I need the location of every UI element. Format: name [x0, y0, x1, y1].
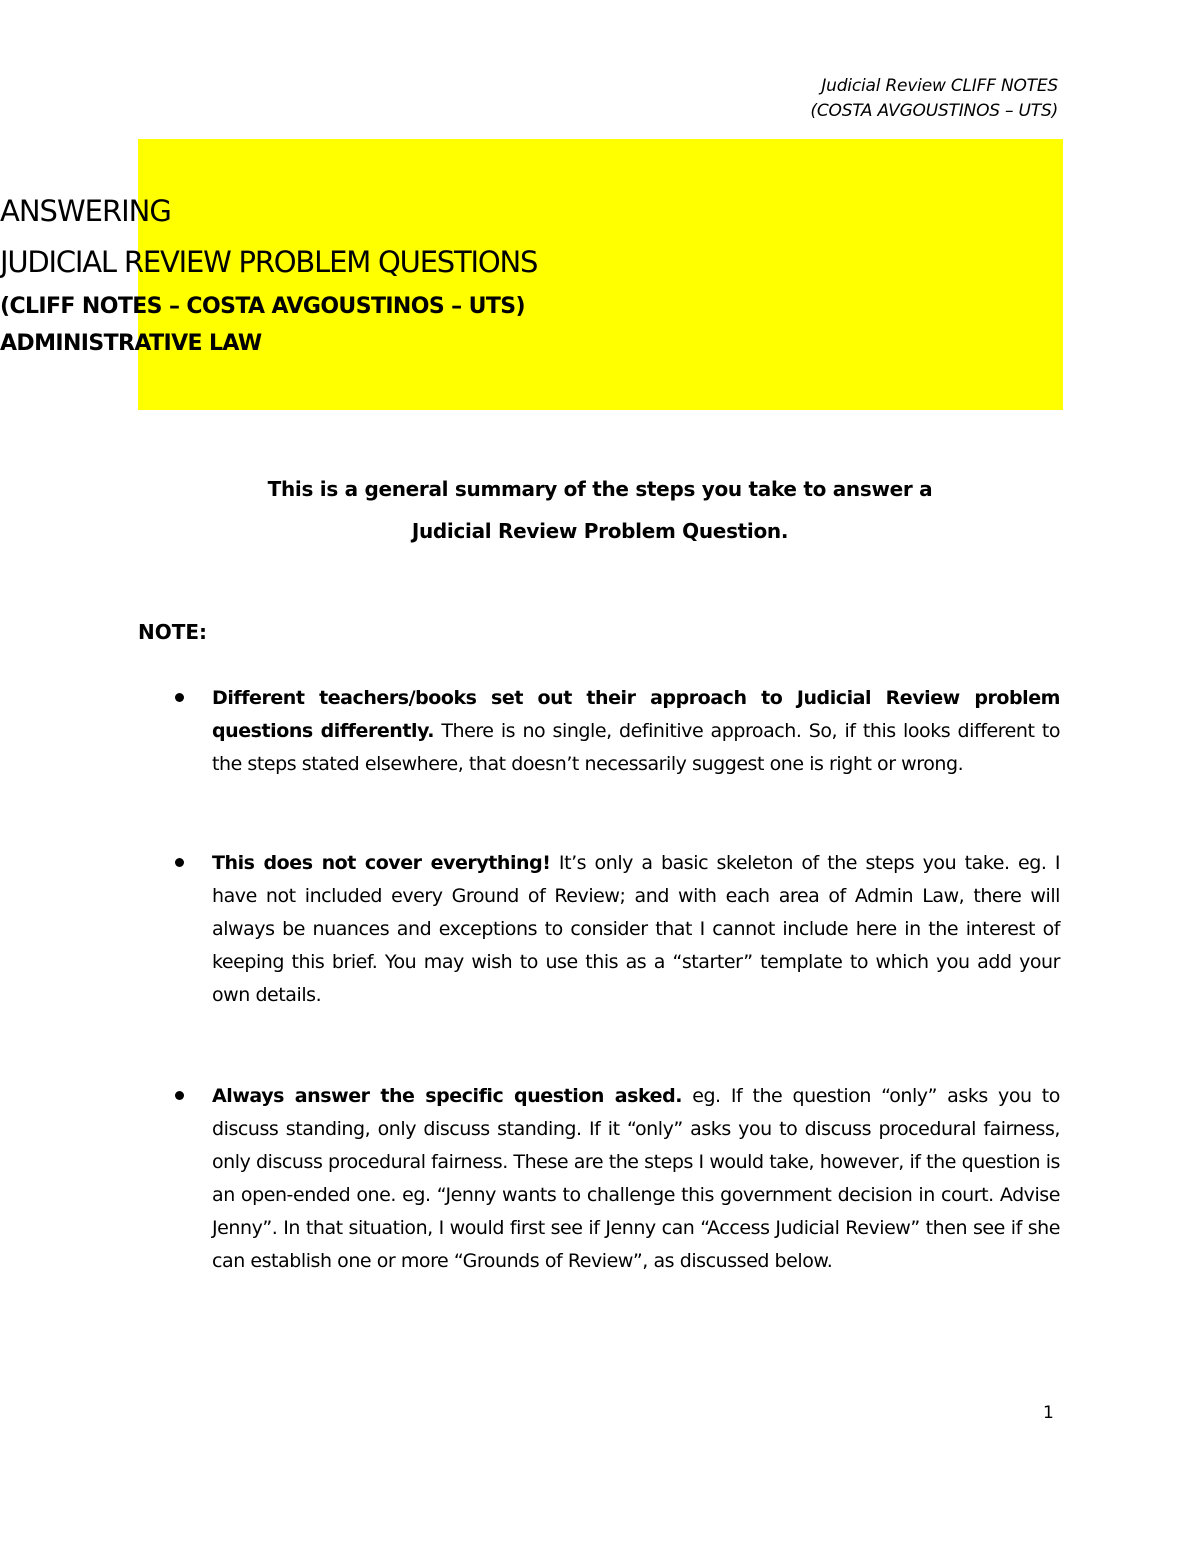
bullet-dot-icon — [175, 858, 184, 867]
bullet-2-text: It’s only a basic skeleton of the steps you take. eg. I have not included every Ground of Review; and with each area of Admin Law, there will always be nuances and exceptions to consider that I cannot include here in the interest of keeping this brief. You may wish to use this as a “starter” template to which you add your own details. — [212, 852, 1060, 1006]
note-bullet-2 — [212, 847, 1060, 1012]
bullet-1-bold-text: Different teachers/books set out their approach to Judicial Review problem questions differently. — [212, 687, 1060, 742]
running-header-line-1: Judicial Review CLIFF NOTES — [821, 76, 1058, 96]
title-line-subject: ADMINISTRATIVE LAW — [0, 331, 262, 356]
summary-line-2: Judicial Review Problem Question. — [411, 519, 789, 543]
title-line-answering: ANSWERING — [0, 194, 171, 228]
bullet-dot-icon — [175, 693, 184, 702]
bullet-1-text: There is no single, definitive approach. So, if this looks different to the steps stated elsewhere, that doesn’t necessarily suggest one is right or wrong. — [212, 720, 1060, 775]
running-header-line-2: (COSTA AVGOUSTINOS – UTS) — [810, 101, 1058, 121]
title-line-main: JUDICIAL REVIEW PROBLEM QUESTIONS — [0, 245, 538, 279]
bullet-2-bold-text: This does not cover everything! — [212, 852, 551, 874]
note-heading: NOTE: — [138, 620, 208, 644]
note-bullet-3 — [212, 1080, 1060, 1278]
summary-line-1: This is a general summary of the steps you take to answer a — [267, 477, 933, 501]
title-line-subtitle: (CLIFF NOTES – COSTA AVGOUSTINOS – UTS) — [0, 294, 525, 319]
bullet-dot-icon — [175, 1091, 184, 1100]
page-number: 1 — [1043, 1403, 1054, 1423]
bullet-3-bold-text: Always answer the specific question asked. — [212, 1085, 682, 1107]
bullet-3-text: eg. If the question “only” asks you to discuss standing, only discuss standing. If it “only” asks you to discuss procedural fairness, only discuss procedural fairness. These are the steps I would take, however, if the question is an open-ended one. eg. “Jenny wants to challenge this government decision in court. Advise Jenny”. In that situation, I would first see if Jenny can “Access Judicial Review” then see if she can establish one or more “Grounds of Review”, as discussed below. — [212, 1085, 1060, 1272]
note-bullet-1 — [212, 682, 1060, 781]
running-header — [810, 74, 1058, 124]
